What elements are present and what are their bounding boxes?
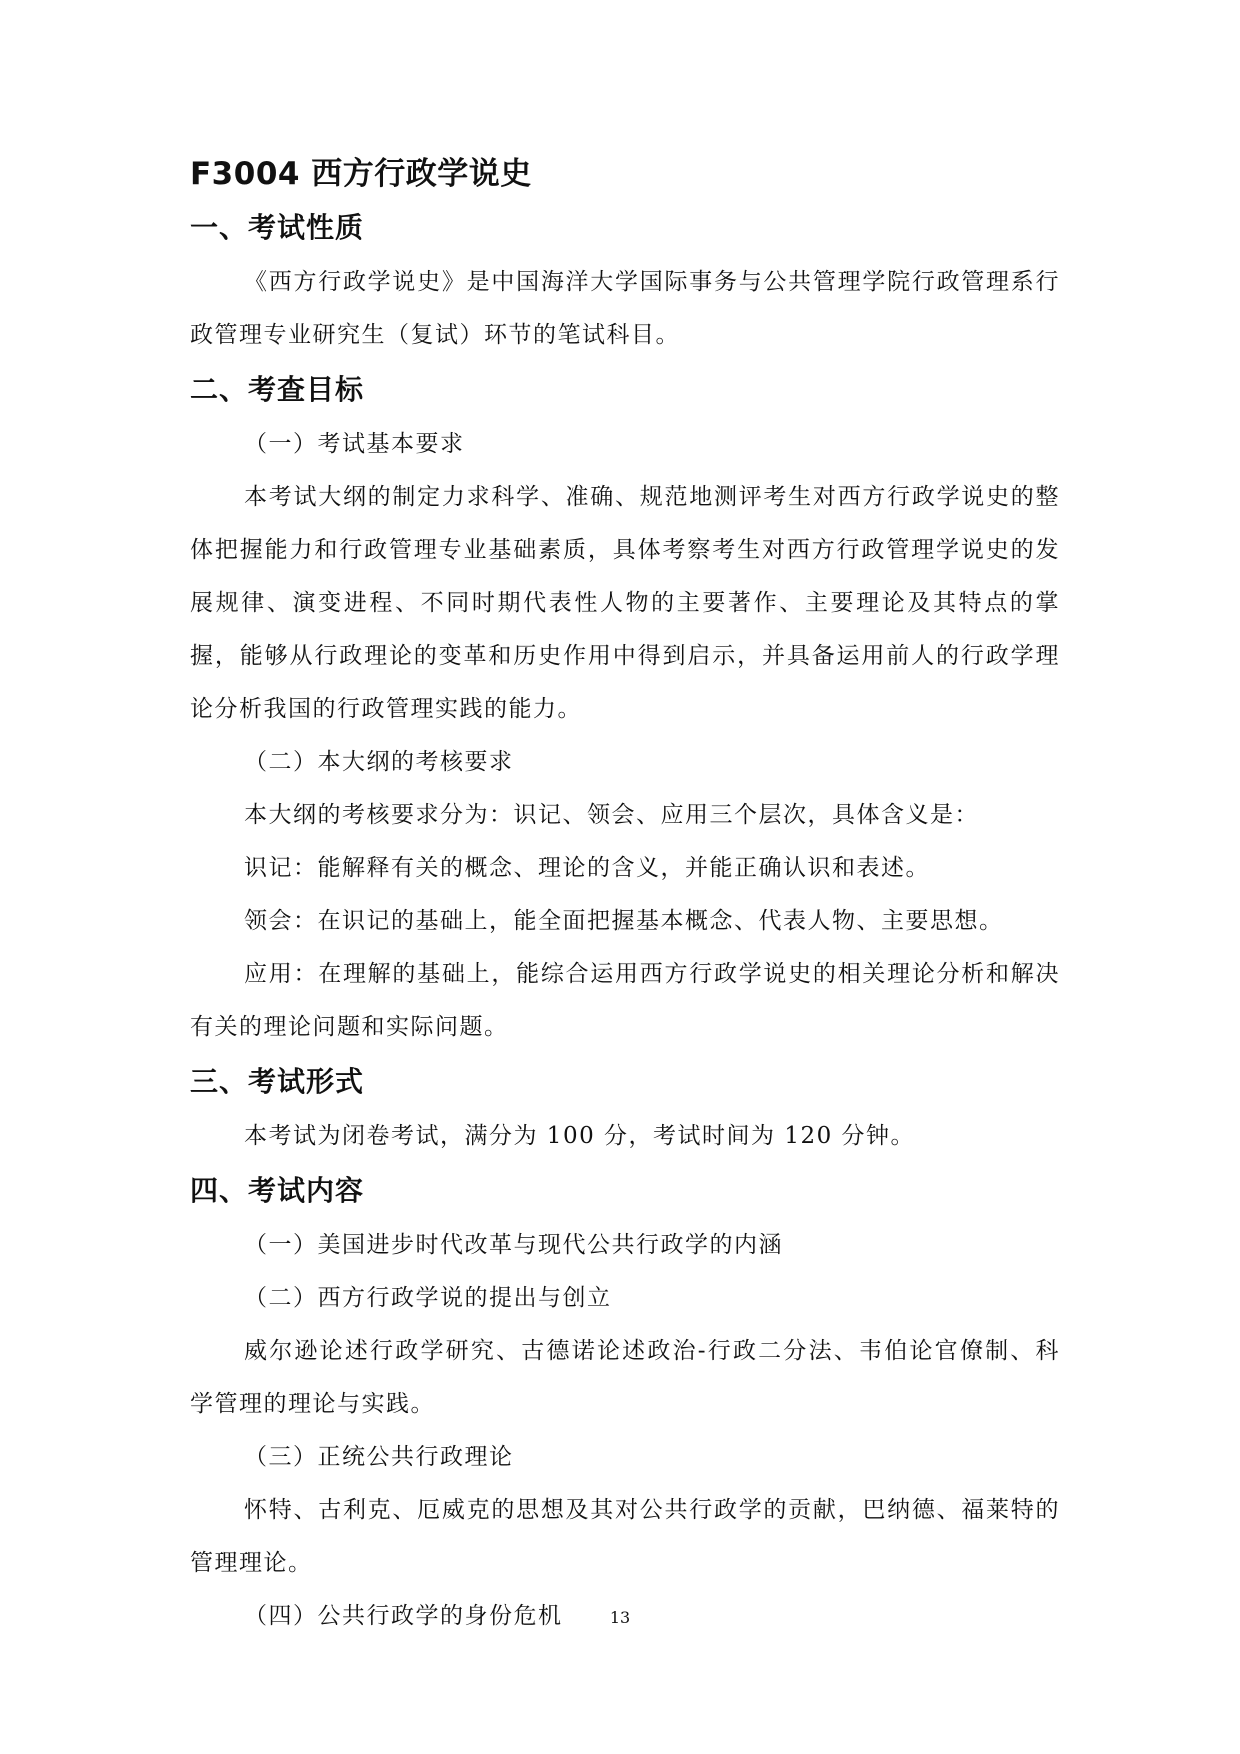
document-title: F3004 西方行政学说史 <box>190 156 532 192</box>
document-page <box>190 150 1060 1643</box>
section-heading-2: 二、考查目标 <box>190 373 365 406</box>
section-heading-3: 三、考试形式 <box>190 1065 365 1098</box>
subsection-heading: （三）正统公共行政理论 <box>244 1444 514 1470</box>
paragraph: 领会：在识记的基础上，能全面把握基本概念、代表人物、主要思想。 <box>244 908 1004 934</box>
paragraph: 本考试大纲的制定力求科学、准确、规范地测评考生对西方行政学说史的整体把握能力和行政管理专业基础素质，具体考察考生对西方行政管理学说史的发展规律、演变进程、不同时期代表性人物的主要著作、主要理论及其特点的掌握，能够从行政理论的变革和历史作用中得到启示，并具备运用前人的行政学理论分析我国的行政管理实践的能力。 <box>190 484 1060 722</box>
subsection-heading: （四）公共行政学的身份危机 <box>244 1603 563 1629</box>
subsection-heading: （一）美国进步时代改革与现代公共行政学的内涵 <box>244 1232 783 1258</box>
paragraph: 威尔逊论述行政学研究、古德诺论述政治-行政二分法、韦伯论官僚制、科学管理的理论与实践。 <box>190 1338 1060 1417</box>
subsection-heading: （一）考试基本要求 <box>244 431 465 457</box>
paragraph: 怀特、古利克、厄威克的思想及其对公共行政学的贡献，巴纳德、福莱特的管理理论。 <box>190 1497 1060 1576</box>
paragraph: 本考试为闭卷考试，满分为 100 分，考试时间为 120 分钟。 <box>244 1123 916 1149</box>
paragraph: 本大纲的考核要求分为：识记、领会、应用三个层次，具体含义是： <box>244 802 979 828</box>
subsection-heading: （二）本大纲的考核要求 <box>244 749 514 775</box>
subsection-heading: （二）西方行政学说的提出与创立 <box>244 1285 612 1311</box>
paragraph: 《西方行政学说史》是中国海洋大学国际事务与公共管理学院行政管理系行政管理专业研究生（复试）环节的笔试科目。 <box>190 269 1060 348</box>
section-heading-1: 一、考试性质 <box>190 211 365 244</box>
section-heading-4: 四、考试内容 <box>190 1174 365 1207</box>
page-number: 13 <box>609 1608 631 1627</box>
paragraph: 应用：在理解的基础上，能综合运用西方行政学说史的相关理论分析和解决有关的理论问题和实际问题。 <box>190 961 1060 1040</box>
paragraph: 识记：能解释有关的概念、理论的含义，并能正确认识和表述。 <box>244 855 930 881</box>
